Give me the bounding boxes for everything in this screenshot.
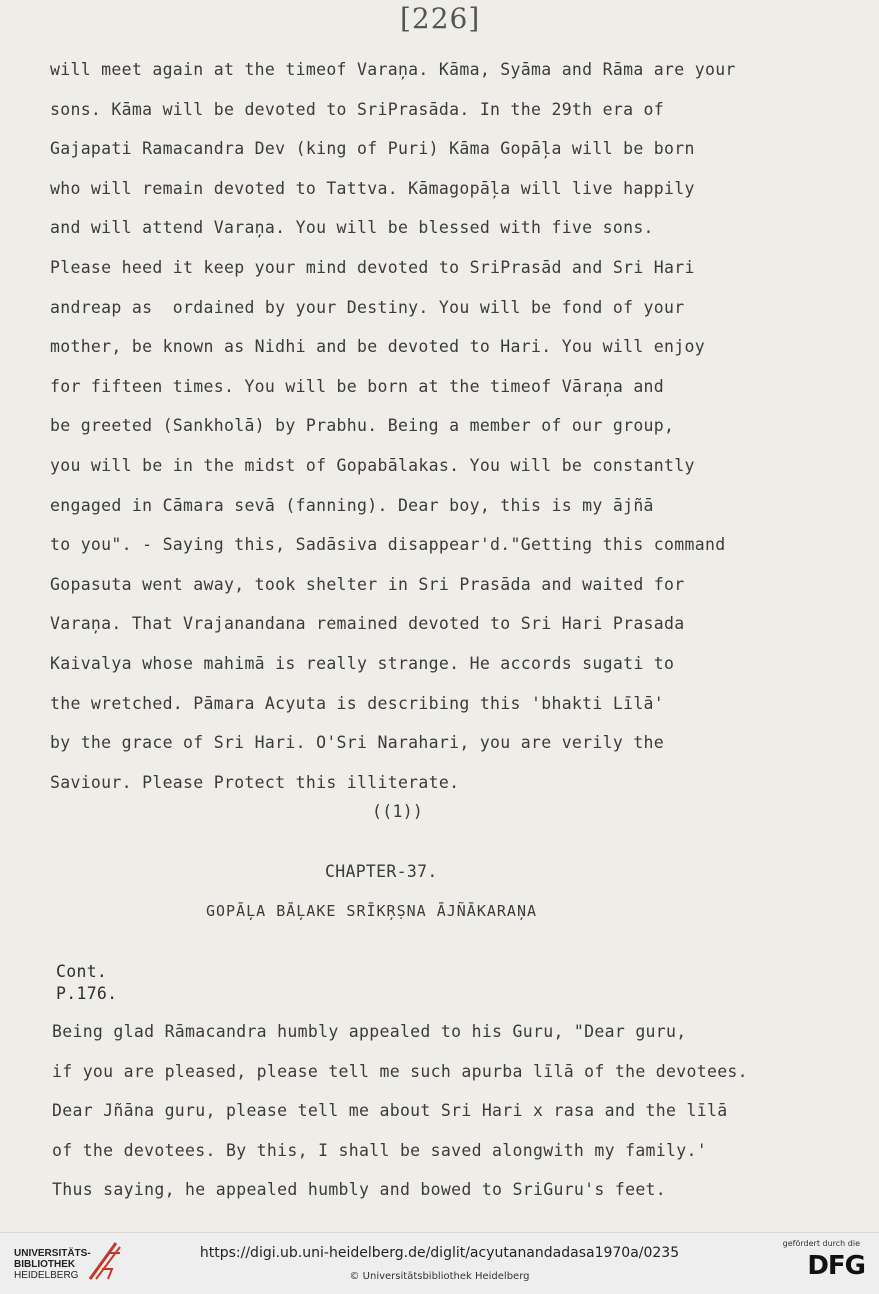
text-line: Thus saying, he appealed humbly and bowed to SriGuru's feet.	[52, 1180, 667, 1200]
viewer-footer	[0, 1232, 879, 1294]
logo-line-2: BIBLIOTHEK	[14, 1259, 76, 1270]
chapter-36-text	[50, 56, 850, 808]
copyright-notice: © Universitätsbibliothek Heidelberg	[349, 1271, 530, 1282]
page-number: [226]	[400, 2, 481, 35]
text-line: of the devotees. By this, I shall be saved alongwith my family.'	[52, 1140, 707, 1160]
text-line: Kaivalya whose mahimā is really strange. He accords sugati to	[50, 653, 675, 673]
logo-line-1: UNIVERSITÄTS-	[14, 1248, 91, 1259]
text-line: Gajapati Ramacandra Dev (king of Puri) Kāma Gopāļa will be born	[50, 139, 695, 159]
funder-note: gefördert durch die	[782, 1239, 860, 1248]
text-line: will meet again at the timeof Varaņa. Kāma, Syāma and Rāma are your	[50, 60, 736, 79]
text-line: be greeted (Sankholā) by Prabhu. Being a member of our group,	[50, 416, 675, 436]
text-line: the wretched. Pāmara Acyuta is describing this 'bhakti Līlā'	[50, 693, 665, 713]
text-line: Gopasuta went away, took shelter in Sri Prasāda and waited for	[50, 574, 685, 594]
text-line: andreap as ordained by your Destiny. You will be fond of your	[50, 297, 685, 317]
continued-page-ref: P.176.	[56, 984, 118, 1003]
continued-label: Cont.	[56, 962, 108, 981]
verse-marker: ((1))	[372, 802, 424, 821]
text-line: Being glad Rāmacandra humbly appealed to his Guru, "Dear guru,	[52, 1022, 687, 1041]
text-line: and will attend Varaņa. You will be blessed with five sons.	[50, 218, 654, 238]
text-line: for fifteen times. You will be born at the timeof Vāraņa and	[50, 376, 665, 396]
chapter-37-text	[52, 1018, 862, 1216]
text-line: who will remain devoted to Tattva. Kāmagopāļa will live happily	[50, 178, 695, 198]
chapter-subtitle: GOPĀĻA BĀĻAKE SRĪKŖṢNA ĀJÑĀKARAŅA	[206, 902, 538, 920]
text-line: Varaņa. That Vrajanandana remained devoted to Sri Hari Prasada	[50, 614, 685, 634]
text-line: mother, be known as Nidhi and be devoted to Hari. You will enjoy	[50, 337, 705, 357]
chapter-title: CHAPTER-37.	[325, 862, 438, 881]
text-line: by the grace of Sri Hari. O'Sri Narahari, you are verily the	[50, 733, 665, 753]
text-line: if you are pleased, please tell me such apurba līlā of the devotees.	[52, 1061, 748, 1081]
text-line: Please heed it keep your mind devoted to SriPrasād and Sri Hari	[50, 257, 695, 277]
text-line: Saviour. Please Protect this illiterate.	[50, 772, 460, 792]
text-line: to you". - Saying this, Sadāsiva disappear'd."Getting this command	[50, 535, 726, 555]
dfg-logo[interactable]: DFG	[807, 1251, 865, 1281]
text-line: you will be in the midst of Gopabālakas. You will be constantly	[50, 455, 695, 475]
document-url-link[interactable]: https://digi.ub.uni-heidelberg.de/diglit/acyutanandadasa1970a/0235	[199, 1245, 680, 1261]
text-line: Dear Jñāna guru, please tell me about Sri Hari x rasa and the līlā	[52, 1101, 728, 1121]
logo-line-3: HEIDELBERG	[14, 1270, 79, 1281]
text-line: engaged in Cāmara sevā (fanning). Dear boy, this is my ājñā	[50, 495, 654, 515]
text-line: sons. Kāma will be devoted to SriPrasāda. In the 29th era of	[50, 99, 665, 119]
